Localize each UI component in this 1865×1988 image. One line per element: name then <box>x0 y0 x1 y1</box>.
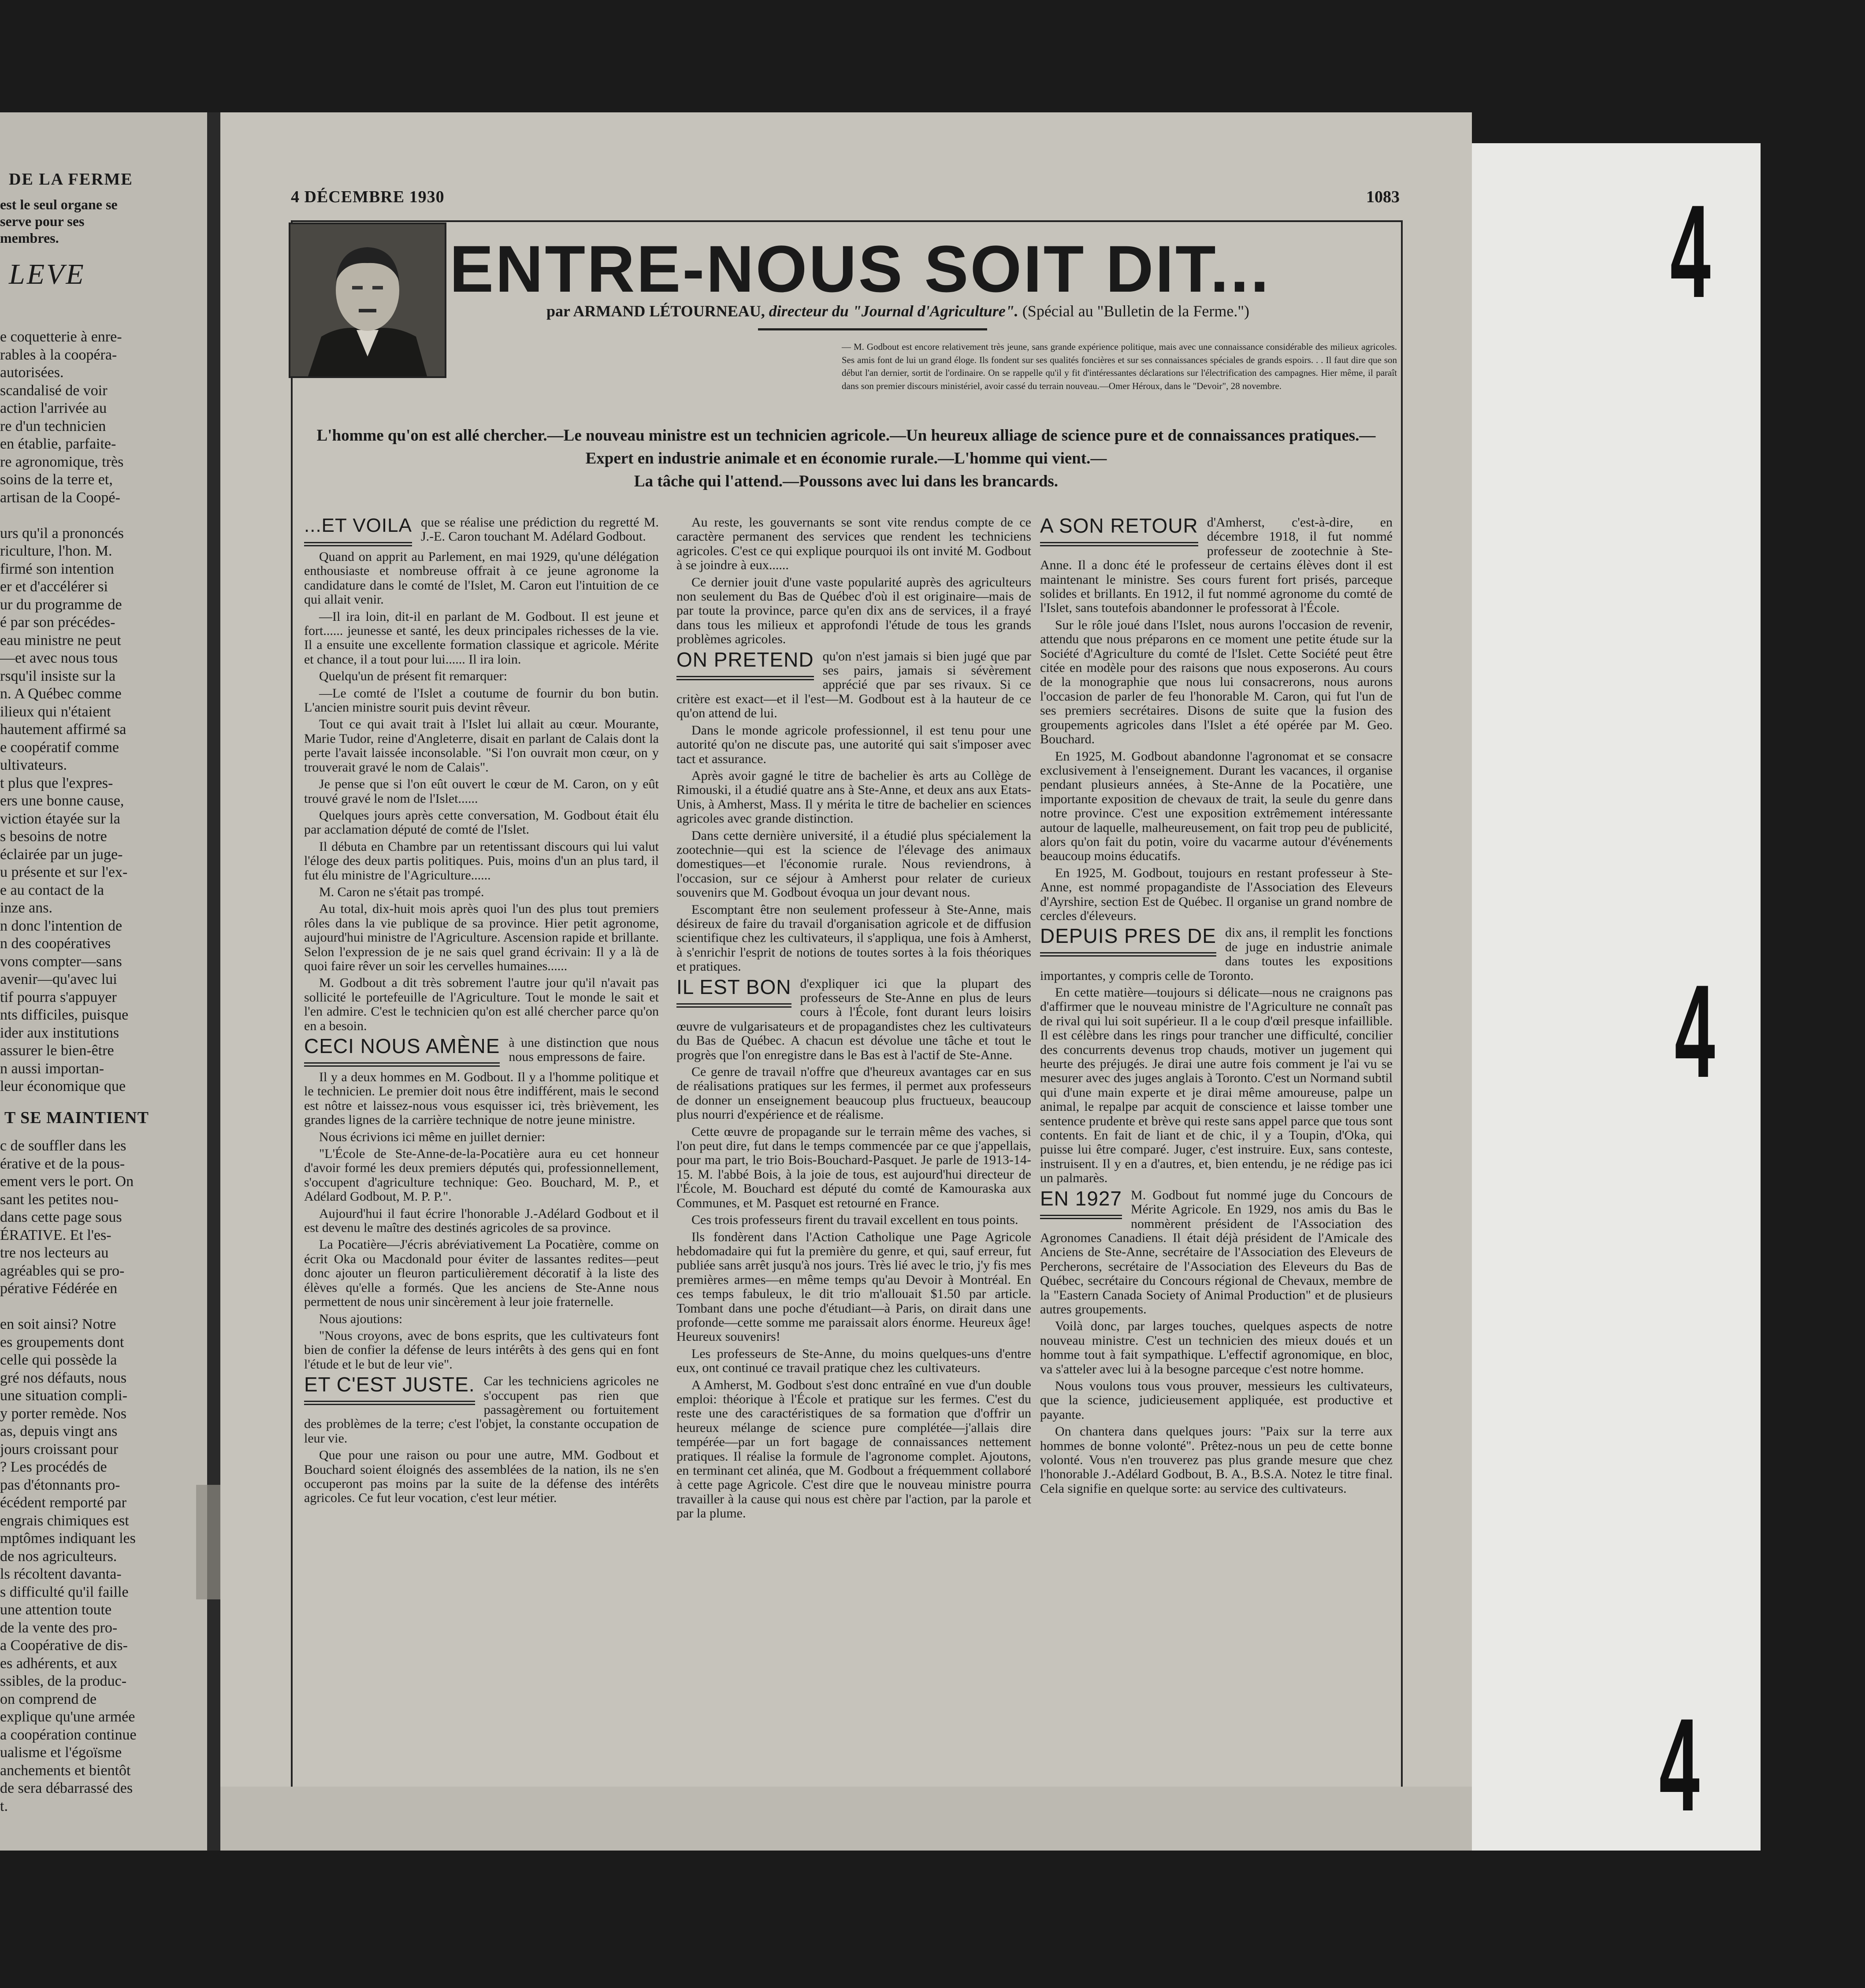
left-page-line: érative et de la pous- <box>0 1155 125 1172</box>
paragraph: En 1925, M. Godbout, toujours en restant professeur à Ste-Anne, est nommé propagandiste de l'Association des Eleveurs d'Ayrshire, section Est de Québec. Il organise un grand nombre de cercles d'éleveurs. <box>1040 865 1393 923</box>
left-page-line: as, depuis vingt ans <box>0 1423 118 1439</box>
left-page-line: ualisme et l'égoïsme <box>0 1744 122 1761</box>
page-bottom-margin <box>220 1787 1472 1851</box>
left-page-line: pérative Fédérée en <box>0 1280 118 1297</box>
left-page-line: ssibles, de la produc- <box>0 1673 127 1689</box>
left-page-header-sub: est le seul organe se serve pour ses membres. <box>0 197 118 246</box>
paragraph: qu'on n'est jamais si bien jugé que par ses pairs, jamais si sévèrement apprécié que par ses rivaux. Si ce critère est exact—et il l'est—M. Godbout est à la hauteur de ce qu'on attend de lui. <box>676 649 1031 721</box>
section-head-depuis-pres-de: DEPUIS PRES DE <box>1040 926 1216 957</box>
paragraph: Quelques jours après cette conversation, M. Godbout était élu par acclamation député de comté de l'Islet. <box>304 808 659 837</box>
byline <box>546 302 1249 320</box>
left-page-line: n des coopératives <box>0 935 111 952</box>
left-page-line: en établie, parfaite- <box>0 436 116 452</box>
paragraph: Quand on apprit au Parlement, en mai 1929, qu'une délégation enthousiaste et nombreuse offrait à ce jeune agronome la candidature dans le comté de l'Islet, M. Caron eut l'intuition de ce qui allait venir. <box>304 549 659 607</box>
left-page-line: es groupements dont <box>0 1334 124 1350</box>
left-page-line: n. A Québec comme <box>0 686 122 702</box>
left-page-line: s difficulté qu'il faille <box>0 1584 129 1600</box>
left-page-column-part2 <box>0 1137 198 1815</box>
frame-marker-4-top: 4 <box>1670 177 1711 325</box>
left-page-line: riculture, l'hon. M. <box>0 543 112 559</box>
column-1 <box>304 516 659 1508</box>
left-page-line: artisan de la Coopé- <box>0 489 120 506</box>
left-page-line: rsqu'il insiste sur la <box>0 668 116 684</box>
left-page-line: ? Les procédés de <box>0 1459 107 1475</box>
left-page-line <box>0 1298 198 1316</box>
byline-rule <box>758 328 987 330</box>
left-page-line: sant les petites nou- <box>0 1191 119 1208</box>
left-page-line: n aussi importan- <box>0 1060 104 1077</box>
paragraph: Dans cette dernière université, il a étudié plus spécialement la zootechnie—qui est la science de l'élevage des animaux domestiques—et l'économie rurale. Nous reviendrons, à l'occasion, sur ce séjour à Amherst pour relater de curieux souvenirs que M. Godbout évoqua un jour devant nous. <box>676 828 1031 900</box>
byline-note: (Spécial au "Bulletin de la Ferme.") <box>1022 302 1250 320</box>
page-number: 1083 <box>1366 188 1400 206</box>
section-head-et-cest-juste: ET C'EST JUSTE. <box>304 1374 475 1405</box>
left-page-line: tif pourra s'appuyer <box>0 989 117 1005</box>
left-page-line: re agronomique, très <box>0 453 124 470</box>
left-page-line: anchements et bientôt <box>0 1762 131 1779</box>
deck-line-1: L'homme qu'on est allé chercher.—Le nouveau ministre est un technicien agricole.—Un heureux alliage de science pure et de connaissances pratiques.—Expert en industrie animale et en économie rurale.—L'homme qui vient.— <box>316 427 1376 467</box>
left-page-line: ultivateurs. <box>0 757 67 773</box>
paragraph: dix ans, il remplit les fonctions de juge en industrie animale dans toutes les expositions importantes, y compris celle de Toronto. <box>1040 925 1393 983</box>
left-page-line: de sera débarrassé des <box>0 1780 133 1796</box>
left-page-line: vons compter—sans <box>0 953 122 970</box>
paragraph: Ce dernier jouit d'une vaste popularité auprès des agriculteurs non seulement du Bas de Québec d'où il est originaire—mais de par toute la province, parce qu'en dix ans de services, il a frayé dans tous les milieux et approfondi l'étude de tous les grands problèmes agricoles. <box>676 575 1031 647</box>
paragraph: "L'École de Ste-Anne-de-la-Pocatière aura eu cet honneur d'avoir formé les deux premiers députés qui, professionnellement, s'occupent d'agriculture technique: Geo. Bouchard, M. P., et Adélard Godbout, M. P. P.". <box>304 1146 659 1204</box>
paragraph: Nous voulons tous vous prouver, messieurs les cultivateurs, que la science, judicieusement appliquée, est productive et payante. <box>1040 1378 1393 1422</box>
left-page-line: soins de la terre et, <box>0 471 113 488</box>
paragraph: A Amherst, M. Godbout s'est donc entraîné en vue d'un double emploi: théorique à l'École et pratique sur les fermes. C'est du reste une des caractéristiques de sa formation que d'offrir un heureux mélange de science pure complétée—j'allais dire tempérée—par un fort bagage de connaissances nettement pratiques. Il réalise la formule de l'agronome complet. Ajoutons, en terminant cet alinéa, que M. Godbout a fréquemment collaboré à cette page Agricole. C'est dire que le nouveau ministre pourra travailler à la cause qui nous est chère par l'action, par la parole et par la plume. <box>676 1377 1031 1521</box>
left-page-line: assurer le bien-être <box>0 1042 114 1059</box>
paragraph: M. Godbout a dit très sobrement l'autre jour qu'il n'avait pas sollicité le portefeuille de l'Agriculture. Tout le monde le sait et l'en admire. C'est le technicien qu'on est allé chercher parce qu'on en a besoin. <box>304 975 659 1033</box>
left-page-subhead: T SE MAINTIENT <box>4 1108 149 1127</box>
left-page-line: re d'un technicien <box>0 418 106 434</box>
paragraph: Sur le rôle joué dans l'Islet, nous aurons l'occasion de revenir, attendu que nous préparons en ce moment une petite étude sur la Société d'Agriculture du comté de l'Islet. Cette Société peut être citée en modèle pour des raisons que nous exposerons. Au cours de la monographie que nous lui consacrerons, nous aurons l'occasion de parler de feu l'honorable M. Caron, qui fut l'un de ses premiers secrétaires. Disons de suite que la fusion des groupements agricoles dans l'Islet a été opérée par M. Geo. Bouchard. <box>1040 617 1393 747</box>
left-page-line: e au contact de la <box>0 882 104 898</box>
left-page-column-part1 <box>0 328 198 1096</box>
left-page-line: y porter remède. Nos <box>0 1405 127 1422</box>
paragraph: à une distinction que nous nous empressons de faire. <box>509 1035 659 1064</box>
left-page-line: ur du programme de <box>0 596 122 613</box>
left-page-line: er et d'accélérer si <box>0 579 108 595</box>
left-page-line: eau ministre ne peut <box>0 632 121 649</box>
left-page-big-word: LEVE <box>9 258 85 290</box>
left-page-line: t. <box>0 1798 8 1814</box>
section-head-il-est-bon: IL EST BON <box>676 977 791 1008</box>
left-page-line: pas d'étonnants pro- <box>0 1476 120 1493</box>
left-page-line: on comprend de <box>0 1691 97 1707</box>
paragraph: Au reste, les gouvernants se sont vite rendus compte de ce caractère permanent des services que rendent les techniciens agricoles. C'est ce qui explique pourquoi ils ont invité M. Godbout à se joindre à eux...... <box>676 515 1031 573</box>
left-page-line <box>0 507 198 525</box>
left-page-header: DE LA FERME <box>9 170 133 189</box>
left-page-line: rables à la coopéra- <box>0 346 117 363</box>
left-page-line: scandalisé de voir <box>0 382 108 399</box>
left-page-line: une situation compli- <box>0 1387 127 1404</box>
left-page-line: dans cette page sous <box>0 1209 122 1225</box>
left-page-line: es adhérents, et aux <box>0 1655 118 1672</box>
left-page-line: ls récoltent davanta- <box>0 1566 122 1582</box>
paragraph: Ils fondèrent dans l'Action Catholique une Page Agricole hebdomadaire qui fut la première du genre, et qui, sauf erreur, fut publiée sans arrêt jusqu'à nos jours. Très lié avec le trio, j'y fis mes premières armes—en même temps qu'au Devoir à Montréal. En ces temps fabuleux, le dit trio m'allouait $1.50 par article. Tombant dans une poche d'étudiant—à Paris, on dirait dans une profonde—cette somme me paraissait alors énorme. Heureux âge! Heureux souvenirs! <box>676 1229 1031 1344</box>
byline-role: directeur du "Journal d'Agriculture". <box>769 302 1018 320</box>
left-page-line: t plus que l'expres- <box>0 775 113 791</box>
left-page-line: ement vers le port. On <box>0 1173 134 1190</box>
section-head-on-pretend: ON PRETEND <box>676 649 814 680</box>
left-page-line: de la vente des pro- <box>0 1619 118 1636</box>
left-page-line: firmé son intention <box>0 560 114 577</box>
paragraph: M. Caron ne s'était pas trompé. <box>319 884 484 899</box>
column-3 <box>1040 516 1393 1498</box>
paragraph: Les professeurs de Ste-Anne, du moins quelques-uns d'entre eux, ont continué ce travail pratique chez les cultivateurs. <box>676 1346 1031 1376</box>
deck-line-2: La tâche qui l'attend.—Poussons avec lui dans les brancards. <box>634 472 1059 490</box>
epigraph: — M. Godbout est encore relativement très jeune, sans grande expérience politique, mais avec une connaissance considérable des milieux agricoles. Ses amis font de lui un grand éloge. Ils fondent sur ses qualités foncières et sur ses connaissances spéciales de grands espoirs. . . Il faut dire que son début l'an dernier, sortit de l'ordinaire. On se rappelle qu'il y fit d'intéressantes déclarations sur l'électrification des campagnes. Hier même, il paraît dans son premier discours ministériel, avoir cassé du terrain nouveau.—Omer Héroux, dans le "Devoir", 28 novembre. <box>842 341 1397 391</box>
left-page-line: ider aux institutions <box>0 1024 119 1041</box>
left-page-line: hautement affirmé sa <box>0 721 126 738</box>
left-page-line: une attention toute <box>0 1602 112 1618</box>
author-portrait <box>289 223 446 378</box>
left-page-line: s besoins de notre <box>0 828 107 845</box>
paragraph: d'Amherst, c'est-à-dire, en décembre 1918, il fut nommé professeur de zootechnie à Ste-Anne. Il a donc été le professeur de certains élèves dont il est maintenant le ministre. Ses cours furent fort prisés, parceque solides et brillants. En 1912, il fut nommé agronome du comté de l'Islet, sans toutefois abandonner le professorat à l'École. <box>1040 515 1393 616</box>
paragraph: M. Godbout fut nommé juge du Concours de Mérite Agricole. En 1929, nos amis du Bas le nommèrent président de l'Association des Agronomes Canadiens. Il était déjà président de l'Amicale des Anciens de Ste-Anne, secrétaire de l'Association des Eleveurs de Percherons, secrétaire de l'Association des Eleveurs du Bas de Québec, secrétaire du Concours régional de Chevaux, membre de la "Eastern Canada Society of Animal Production" et de plusieurs autres groupements. <box>1040 1187 1393 1317</box>
paragraph: Dans le monde agricole professionnel, il est tenu pour une autorité qu'on ne discute pas, une autorité qui sait s'imposer avec tact et assurance. <box>676 723 1031 766</box>
left-page-line: —et avec nous tous <box>0 650 118 666</box>
left-page-line: jours croissant pour <box>0 1441 119 1458</box>
paragraph: Escomptant être non seulement professeur à Ste-Anne, mais désireux de faire du travail d'organisation agricole et de diffusion scientifique chez les cultivateurs, il s'appliqua, une fois à Amherst, à s'enrichir l'esprit de notions de toutes sortes à la fois théoriques et pratiques. <box>676 902 1031 974</box>
paragraph: Que pour une raison ou pour une autre, MM. Godbout et Bouchard soient éloignés des assemblées de la nation, ils ne s'en occuperont pas moins par la suite de la défense des intérêts agricoles. Ce fut leur vocation, c'est leur métier. <box>304 1448 659 1506</box>
left-page-line: écédent remporté par <box>0 1495 126 1511</box>
paragraph: Après avoir gagné le titre de bachelier ès arts au Collège de Rimouski, il a étudié quatre ans à Ste-Anne, et deux ans aux Etats-Unis, à Amherst, Mass. Il y mérita le titre de bachelier en sciences agricoles avec grande distinction. <box>676 768 1031 826</box>
paragraph: "Nous croyons, avec de bons esprits, que les cultivateurs font bien de confier la défense de leurs intérêts à des gens qui en font l'étude et le but de leur vie". <box>304 1328 659 1372</box>
paragraph: Il y a deux hommes en M. Godbout. Il y a l'homme politique et le technicien. Le premier doit nous être indifférent, mais le second est nôtre et laissez-nous vous esquisser ici, très brièvement, les grandes lignes de la carrière technique de notre jeune ministre. <box>304 1070 659 1128</box>
left-page-line: action l'arrivée au <box>0 400 107 416</box>
article-deck <box>304 424 1388 493</box>
paragraph: d'expliquer ici que la plupart des professeurs de Ste-Anne en plus de leurs cours à l'École, font durant leurs loisirs œuvre de vulgarisateurs et de propagandistes chez les cultivateurs du Bas de Québec. A chacun est dévolue une tâche et tout le progrès que l'on enregistre dans le Bas est à l'actif de Ste-Anne. <box>676 976 1031 1062</box>
paragraph: Il débuta en Chambre par un retentissant discours qui lui valut l'éloge des deux partis politiques. Puis, moins d'un an plus tard, il fut élu ministre de l'Agriculture...... <box>304 839 659 883</box>
left-page-line: ÉRATIVE. Et l'es- <box>0 1227 111 1243</box>
paragraph: Au total, dix-huit mois après quoi l'un des plus tout premiers rôles dans la vie publique de sa province. Hier petit agronome, aujourd'hui ministre de l'Agriculture. Ascension rapide et brillante. Selon l'expression de je ne sais quel grand écrivain: Il y a là de quoi faire rêver un soir les cervelles humaines...... <box>304 901 659 973</box>
paragraph: —Il ira loin, dit-il en parlant de M. Godbout. Il est jeune et fort...... jeunesse et santé, les deux principales richesses de la vie. Il a ensuite une excellente formation classique et agricole. Mérite et chance, il a tout pour lui...... Il ira loin. <box>304 609 659 667</box>
left-page-line: nts difficiles, puisque <box>0 1007 129 1023</box>
paragraph: Cette œuvre de propagande sur le terrain même des vaches, si l'on peut dire, fut dans le temps commencée par ce que j'appellais, pour ma part, le trio Bois-Bouchard-Pasquet. Je parle de 1913-14-15. M. l'abbé Bois, à la joie de tous, est aujourd'hui directeur de l'École, M. Bouchard est député du comté de Kamouraska aux Communes, et M. Pasquet est retourné en France. <box>676 1124 1031 1210</box>
left-page-line: viction étayée sur la <box>0 810 120 827</box>
left-page-line: mptômes indiquant les <box>0 1530 136 1547</box>
left-page-line: tre nos lecteurs au <box>0 1245 109 1261</box>
frame-marker-4-middle: 4 <box>1675 957 1715 1105</box>
paragraph: Ces trois professeurs firent du travail excellent en tous points. <box>691 1213 1018 1228</box>
left-page-line: u présente et sur l'ex- <box>0 864 128 880</box>
paragraph: Nous ajoutions: <box>319 1311 403 1326</box>
left-page-column <box>0 328 198 1815</box>
left-page-line: explique qu'une armée <box>0 1709 135 1725</box>
left-page-line: a coopération continue <box>0 1726 137 1743</box>
paragraph: que se réalise une prédiction du regretté M. J.-E. Caron touchant M. Adélard Godbout. <box>420 515 659 544</box>
paragraph: Quelqu'un de présent fit remarquer: <box>319 669 507 684</box>
section-head-et-voila: ...ET VOILA <box>304 516 412 546</box>
left-page-line: celle qui possède la <box>0 1352 117 1368</box>
left-page-line: ers une bonne cause, <box>0 793 124 809</box>
paragraph: En 1925, M. Godbout abandonne l'agronomat et se consacre exclusivement à l'enseignement. Durant les vacances, il organise pendant plusieurs années, à Ste-Anne de la Pocatière, une importante exposition de chevaux de trait, la seule du genre dans notre province. C'est une exposition extrêmement intéressante autour de laquelle, malheureusement, on fait trop peu de publicité, alors qu'on fait du potin, voire du vacarme autour d'événements beaucoup moins éducatifs. <box>1040 749 1393 864</box>
left-page-line: en soit ainsi? Notre <box>0 1316 116 1332</box>
left-page-line: e coquetterie à enre- <box>0 329 122 345</box>
left-page-line: é par son précédes- <box>0 614 115 631</box>
paragraph: Je pense que si l'on eût ouvert le cœur de M. Caron, on y eût trouvé gravé le nom de l'Islet...... <box>304 777 659 806</box>
paragraph: La Pocatière—J'écris abréviativement La Pocatière, comme on écrit Oka ou Macdonald pour éviter de lassantes redites—peut donc ajouter un fleuron particulièrement décoratif à la liste des élèves qu'elle a formés. Que les anciens de Ste-Anne nous permettent de nous unir sincèrement à leur joie fraternelle. <box>304 1237 659 1309</box>
left-page-line: engrais chimiques est <box>0 1512 129 1529</box>
main-page <box>220 112 1472 1851</box>
left-page-line: inze ans. <box>0 900 52 916</box>
left-page-line: agréables qui se pro- <box>0 1262 125 1279</box>
left-page-line: ilieux qui n'étaient <box>0 703 111 720</box>
left-page-line: c de souffler dans les <box>0 1138 126 1154</box>
section-head-ceci-nous-amene: CECI NOUS AMÈNE <box>304 1036 500 1067</box>
paragraph: En cette matière—toujours si délicate—nous ne craignons pas d'affirmer que le nouveau ministre de l'Agriculture ne connaît pas de rival qui lui soit supérieur. Il a le coup d'œil presque infaillible. Il est célèbre dans les rings pour trancher une difficulté, concilier des concurrents devenus trop chauds, motiver un jugement qui heurte des préjugés. Je dirai une autre fois comment je l'ai vu se mesurer avec des juges anglais à Toronto. C'est un Normand subtil qui d'une main experte et je dirai même amoureuse, palpe un animal, le repalpe par acquit de conscience et laisse tomber une sentence prudente et brève qui reste sans appel parce que tous sont contents. En fait de liant et de chic, il y a Toupin, d'Oka, qui puisse lui être comparé. Juger, c'est instruire. Eux, sans conteste, instruisent. Il y en a d'autres, et, bien entendu, je ne rédige pas ici un palmarès. <box>1040 985 1393 1186</box>
left-page-line: urs qu'il a prononcés <box>0 525 124 542</box>
left-page-line: éclairée par un juge- <box>0 846 123 863</box>
paragraph: On chantera dans quelques jours: "Paix sur la terre aux hommes de bonne volonté". Prêtez-nous un peu de cette bonne volonté. Vous n'en trouverez pas plus grande mesure que chez l'honorable J.-Adélard Godbout, B. A., B.S.A. Notez le titre final. Cela signifie en quelque sorte: au service des cultivateurs. <box>1040 1424 1393 1496</box>
left-page-line: gré nos défauts, nous <box>0 1369 127 1386</box>
paragraph: Aujourd'hui il faut écrire l'honorable J.-Adélard Godbout et il est devenu le maître des destinés agricoles de sa province. <box>304 1206 659 1235</box>
paragraph: Nous écrivions ici même en juillet dernier: <box>319 1129 546 1144</box>
paragraph: Car les techniciens agricoles ne s'occupent pas rien que passagèrement ou fortuitement des problèmes de la terre; c'est l'objet, la constante occupation de leur vie. <box>304 1374 659 1446</box>
byline-author: par ARMAND LÉTOURNEAU, <box>546 302 765 320</box>
left-page-line: a Coopérative de dis- <box>0 1637 128 1654</box>
film-target-tab <box>1472 143 1761 1851</box>
paragraph: Voilà donc, par larges touches, quelques aspects de notre nouveau ministre. C'est un technicien des mieux doués et un homme tout à fait sympathique. L'effectif agronomique, en bloc, va s'atteler avec lui à la besogne parceque c'est notre homme. <box>1040 1319 1393 1376</box>
page-date: 4 DÉCEMBRE 1930 <box>291 188 445 206</box>
paragraph: Ce genre de travail n'offre que d'heureux avantages car en sus de réalisations pratiques sur les fermes, il permet aux professeurs de donner un enseignement beaucoup plus fructueux, beaucoup plus nourri d'expérience et de réalisme. <box>676 1064 1031 1122</box>
left-page-line: e coopératif comme <box>0 739 119 756</box>
left-page-line: de nos agriculteurs. <box>0 1548 117 1565</box>
section-head-en-1927: EN 1927 <box>1040 1188 1122 1219</box>
left-page-line: avenir—qu'avec lui <box>0 971 117 987</box>
article-title: ENTRE-NOUS SOIT DIT... <box>450 232 1271 306</box>
left-facing-page <box>0 112 207 1851</box>
frame-marker-4-bottom: 4 <box>1659 1691 1700 1839</box>
left-page-line: autorisées. <box>0 364 64 381</box>
paragraph: Tout ce qui avait trait à l'Islet lui allait au cœur. Mourante, Marie Tudor, reine d'Angleterre, disait en parlant de Calais dont la perte l'avait laissée inconsolable. "Si l'on ouvrait mon cœur, on y trouverait gravé le nom de Calais". <box>304 717 659 775</box>
column-2 <box>676 516 1031 1524</box>
left-page-line: leur économique que <box>0 1078 126 1094</box>
paragraph: —Le comté de l'Islet a coutume de fournir du bon butin. L'ancien ministre sourit puis devint rêveur. <box>304 686 659 715</box>
section-head-a-son-retour: A SON RETOUR <box>1040 516 1198 546</box>
left-page-line: n donc l'intention de <box>0 917 123 934</box>
